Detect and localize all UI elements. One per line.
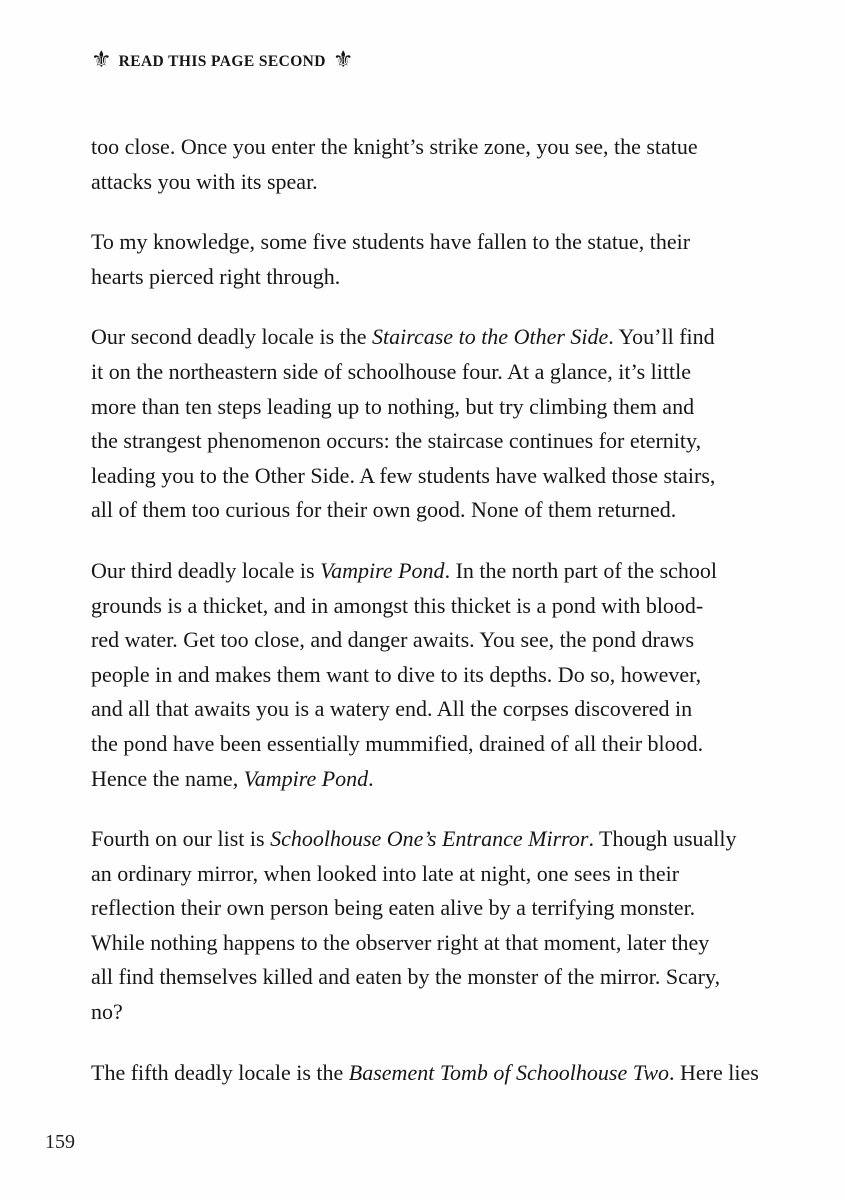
locale-name-italic: Vampire Pond xyxy=(243,765,369,791)
locale-name-italic: Basement Tomb of Schoolhouse Two xyxy=(348,1059,670,1085)
body-text-run: Our second deadly locale is the xyxy=(91,324,373,350)
fleur-de-lis-icon: ⚜ xyxy=(332,47,354,73)
body-text-run: . Here lies xyxy=(669,1059,759,1085)
paragraph xyxy=(91,130,801,199)
body-text-run: The fifth deadly locale is the xyxy=(91,1059,349,1085)
body-text-run: too close. Once you enter the knight’s strike zone, you see, the statue xyxy=(91,134,698,159)
body-text-run: all of them too curious for their own good. None of them returned. xyxy=(91,497,677,523)
body-text-run: grounds is a thicket, and in amongst this thicket is a pond with blood- xyxy=(91,592,704,618)
body-text-run: Hence the name, xyxy=(91,765,244,791)
page-header xyxy=(91,47,354,73)
locale-name-italic: Staircase to the Other Side xyxy=(372,324,609,350)
body-text-run: . xyxy=(368,765,374,791)
paragraph xyxy=(91,225,801,294)
body-text-run: all find themselves killed and eaten by the monster of the mirror. Scary, xyxy=(91,964,721,990)
body-text-run: hearts pierced right through. xyxy=(91,263,341,289)
body-text-run: red water. Get too close, and danger awaits. You see, the pond draws xyxy=(91,627,695,653)
body-text-run: people in and makes them want to dive to its depths. Do so, however, xyxy=(91,661,702,687)
body-text-run: . You’ll find xyxy=(608,324,715,350)
body-text-run: . In the north part of the school xyxy=(444,557,718,583)
body-text-run: the pond have been essentially mummified, drained of all their blood. xyxy=(91,730,704,756)
body-text-run: the strangest phenomenon occurs: the staircase continues for eternity, xyxy=(91,428,702,454)
paragraph xyxy=(91,320,801,528)
body-text-run: To my knowledge, some five students have fallen to the statue, their xyxy=(91,229,691,255)
body-text-run: While nothing happens to the observer right at that moment, later they xyxy=(91,929,710,955)
locale-name-italic: Schoolhouse One’s Entrance Mirror xyxy=(270,826,589,852)
page-number: 159 xyxy=(45,1131,75,1153)
paragraph xyxy=(91,554,801,796)
body-text-run: an ordinary mirror, when looked into late at night, one sees in their xyxy=(91,860,680,886)
body-text-run: reflection their own person being eaten alive by a terrifying monster. xyxy=(91,895,696,921)
locale-name-italic: Vampire Pond xyxy=(320,557,445,583)
body-text-run: Our third deadly locale is xyxy=(91,557,321,583)
fleur-de-lis-icon: ⚜ xyxy=(91,47,112,73)
paragraph xyxy=(91,1056,801,1091)
body-text-run: attacks you with its spear. xyxy=(91,168,318,194)
body-text-run: more than ten steps leading up to nothing, but try climbing them and xyxy=(91,393,695,419)
body-text-run: and all that awaits you is a watery end. All the corpses discovered in xyxy=(91,696,693,722)
page-header-title: READ THIS PAGE SECOND xyxy=(118,52,326,70)
body-text-run: . Though usually xyxy=(588,826,737,852)
body-text-run: leading you to the Other Side. A few students have walked those stairs, xyxy=(91,462,716,488)
page-body xyxy=(91,130,801,1090)
body-text-run: Fourth on our list is xyxy=(91,826,271,852)
body-text-run: it on the northeastern side of schoolhouse four. At a glance, it’s little xyxy=(91,358,691,384)
paragraph xyxy=(91,822,801,1030)
body-text-run: no? xyxy=(91,999,123,1025)
